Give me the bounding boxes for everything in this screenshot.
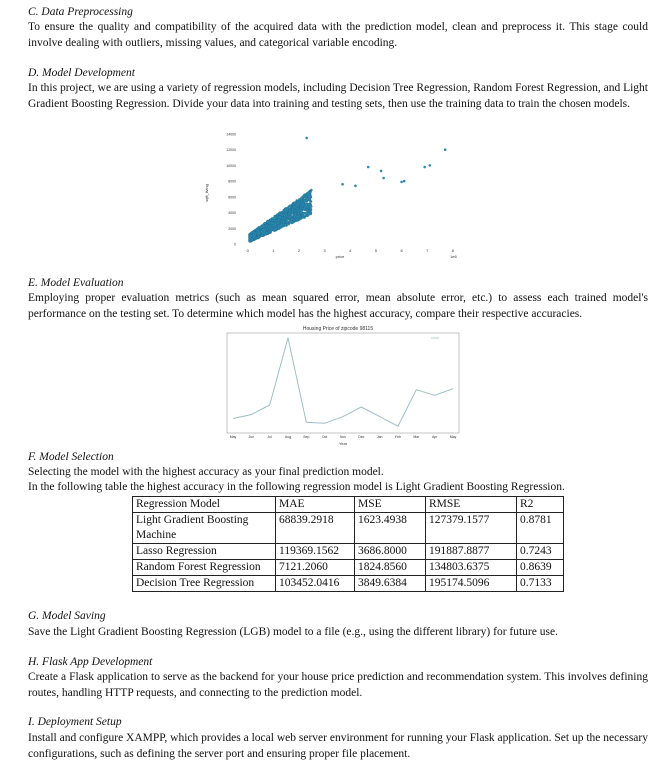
scatter-point xyxy=(428,164,431,167)
scatter-point xyxy=(283,214,285,216)
scatter-point xyxy=(294,213,296,215)
scatter-point xyxy=(444,148,447,151)
scatter-point xyxy=(286,208,288,210)
scatter-point xyxy=(266,221,268,223)
scatter-point xyxy=(257,229,259,231)
table-cell: 1623.4938 xyxy=(355,513,426,544)
table-row xyxy=(133,560,564,576)
scatter-x-tick: 3 xyxy=(323,248,326,253)
section-body-data-preprocessing: To ensure the quality and compatibility of the acquired data with the prediction model, clean and preprocess it. This stage could involve dealing with outliers, missing values, and categorical variable encoding. xyxy=(28,21,648,49)
section-heading-model-evaluation: E. Model Evaluation xyxy=(28,277,124,289)
scatter-x-tick: 8 xyxy=(451,248,454,253)
scatter-point xyxy=(286,218,288,220)
line-series xyxy=(233,338,453,426)
scatter-point xyxy=(307,213,309,215)
line-chart-x-tick: Apr xyxy=(431,435,438,439)
scatter-point xyxy=(367,166,370,169)
scatter-point xyxy=(258,232,260,234)
scatter-point xyxy=(299,207,301,209)
table-cell: 119369.1562 xyxy=(276,544,355,560)
table-cell: Decision Tree Regression xyxy=(133,576,276,592)
scatter-chart-price-vs-sqft xyxy=(200,128,465,263)
line-chart-axes xyxy=(230,435,457,439)
scatter-point xyxy=(281,217,283,219)
scatter-point xyxy=(263,225,265,227)
scatter-point xyxy=(297,212,299,214)
scatter-point xyxy=(288,212,290,214)
table-header-cell: MSE xyxy=(355,497,426,513)
scatter-x-tick: 1 xyxy=(272,248,275,253)
scatter-x-tick: 5 xyxy=(374,248,378,253)
scatter-point xyxy=(290,205,292,207)
line-chart-x-tick: May xyxy=(449,435,457,439)
section-body-model-selection-2: In the following table the highest accuracy in the following regression model is Light Gradient Boosting Regression. xyxy=(28,481,565,493)
scatter-point xyxy=(310,211,312,213)
line-chart-x-tick: Jan xyxy=(376,435,383,439)
section-body-model-development: In this project, we are using a variety of regression models, including Decision Tree Regression, Random Forest Regression, and Light Gradient Boosting Regression. Divide your data into training and testing sets, then use the training data to train the chosen models. xyxy=(28,82,648,110)
scatter-point xyxy=(300,198,302,200)
scatter-point xyxy=(291,212,293,214)
scatter-point xyxy=(278,212,280,214)
scatter-point xyxy=(299,212,301,214)
scatter-point xyxy=(303,216,305,218)
scatter-point xyxy=(305,137,308,140)
scatter-point xyxy=(264,228,266,230)
scatter-point xyxy=(302,205,304,207)
scatter-point xyxy=(354,185,357,188)
table-cell: 191887.8877 xyxy=(426,544,517,560)
scatter-point xyxy=(268,227,270,229)
table-header-cell: R2 xyxy=(517,497,564,513)
scatter-x-tick: 2 xyxy=(297,248,301,253)
line-chart-x-tick: Nov xyxy=(339,435,347,439)
section-body-model-selection-1: Selecting the model with the highest accuracy as your final prediction model. xyxy=(28,466,384,478)
table-cell: 103452.0416 xyxy=(276,576,355,592)
scatter-point xyxy=(281,223,283,225)
scatter-point xyxy=(271,222,273,224)
line-chart-x-tick: Sep xyxy=(303,435,310,439)
scatter-point xyxy=(292,218,294,220)
line-chart-x-tick: Oct xyxy=(321,435,328,439)
section-heading-model-development: D. Model Development xyxy=(28,67,135,79)
scatter-point xyxy=(310,205,312,207)
section-heading-deployment: I. Deployment Setup xyxy=(28,716,122,728)
section-body-model-saving: Save the Light Gradient Boosting Regression (LGB) model to a file (e.g., using the different library) for future use. xyxy=(28,626,558,638)
scatter-point xyxy=(310,209,312,211)
scatter-point xyxy=(251,235,253,237)
table-cell: 3686.8000 xyxy=(355,544,426,560)
scatter-y-tick: 2000 xyxy=(228,226,236,231)
table-row xyxy=(133,513,564,544)
scatter-x-label: price xyxy=(335,254,345,259)
line-chart-x-tick: Dec xyxy=(358,435,365,439)
scatter-point xyxy=(307,206,309,208)
scatter-y-tick: 6000 xyxy=(228,195,236,200)
line-chart-frame xyxy=(227,333,459,433)
table-row xyxy=(133,576,564,592)
scatter-point xyxy=(309,198,311,200)
scatter-point xyxy=(298,201,300,203)
section-body-model-evaluation: Employing proper evaluation metrics (such as mean squared error, mean absolute error, etc.) to assess each trained model's performance on the testing set. To determine which model has the highest accuracy, compare their respective accuracies. xyxy=(28,292,648,320)
scatter-point xyxy=(403,180,406,183)
scatter-x-offset-label: 1e6 xyxy=(450,254,457,259)
scatter-point xyxy=(297,203,299,205)
scatter-point xyxy=(303,200,305,202)
scatter-y-tick: 14000 xyxy=(226,132,236,137)
section-heading-data-preprocessing: C. Data Preprocessing xyxy=(28,6,133,18)
scatter-y-tick: 0 xyxy=(234,242,236,247)
line-chart-x-tick: Jun xyxy=(248,435,255,439)
table-cell: 0.8639 xyxy=(517,560,564,576)
scatter-y-tick: 4000 xyxy=(228,211,236,216)
scatter-point xyxy=(251,239,253,241)
scatter-point xyxy=(278,217,280,219)
scatter-y-tick: 10000 xyxy=(226,163,236,168)
scatter-point xyxy=(300,209,302,211)
table-cell: Random Forest Regression xyxy=(133,560,276,576)
table-cell: Light Gradient Boosting Machine xyxy=(133,513,276,544)
line-chart-x-tick: Feb xyxy=(394,435,402,439)
section-heading-model-saving: G. Model Saving xyxy=(28,610,106,622)
table-header-cell: RMSE xyxy=(426,497,517,513)
scatter-point xyxy=(341,183,344,186)
scatter-point xyxy=(304,209,306,211)
regression-results-table xyxy=(132,496,564,592)
scatter-point xyxy=(295,218,297,220)
scatter-point xyxy=(310,189,312,191)
scatter-point xyxy=(284,224,286,226)
table-cell: 0.7133 xyxy=(517,576,564,592)
scatter-point xyxy=(261,234,263,236)
table-header-row xyxy=(133,497,564,513)
section-heading-model-selection: F. Model Selection xyxy=(28,451,114,463)
table-header-cell: Regression Model xyxy=(133,497,276,513)
scatter-x-tick: 0 xyxy=(246,248,249,253)
scatter-point xyxy=(291,209,293,211)
scatter-point xyxy=(309,192,311,194)
table-cell: 1824.8560 xyxy=(355,560,426,576)
scatter-points xyxy=(249,137,447,243)
table-cell: 195174.5096 xyxy=(426,576,517,592)
line-chart-x-tick: May xyxy=(229,435,237,439)
table-header-cell: MAE xyxy=(276,497,355,513)
scatter-point xyxy=(297,215,299,217)
table-cell: 127379.1577 xyxy=(426,513,517,544)
scatter-point xyxy=(274,224,276,226)
table-cell: 68839.2918 xyxy=(276,513,355,544)
scatter-point xyxy=(274,219,276,221)
scatter-point xyxy=(258,236,260,238)
scatter-point xyxy=(277,225,279,227)
scatter-point xyxy=(288,221,290,223)
scatter-x-tick: 7 xyxy=(426,248,429,253)
scatter-point xyxy=(380,170,383,173)
table-cell: 0.7243 xyxy=(517,544,564,560)
line-chart-housing-price xyxy=(205,322,467,448)
scatter-y-tick: 8000 xyxy=(228,179,236,184)
scatter-point xyxy=(309,200,311,202)
line-chart-x-tick: Jul xyxy=(267,435,272,439)
scatter-point xyxy=(400,181,403,184)
scatter-point xyxy=(265,226,267,228)
scatter-point xyxy=(296,207,298,209)
scatter-point xyxy=(264,222,266,224)
table-cell: 7121.2060 xyxy=(276,560,355,576)
scatter-point xyxy=(423,166,426,169)
scatter-point xyxy=(303,212,305,214)
scatter-point xyxy=(308,204,310,206)
table-cell: Lasso Regression xyxy=(133,544,276,560)
table-cell: 134803.6375 xyxy=(426,560,517,576)
scatter-x-tick: 4 xyxy=(349,248,352,253)
scatter-point xyxy=(292,203,294,205)
line-chart-title: Housing Price of zipcode 98115 xyxy=(302,326,374,332)
section-heading-flask-app: H. Flask App Development xyxy=(28,656,153,668)
table-cell: 3849.6384 xyxy=(355,576,426,592)
scatter-y-label: sqft_living xyxy=(204,184,209,202)
section-body-deployment: Install and configure XAMPP, which provides a local web server environment for running your Flask application. Set up the necessary configurations, such as defining the server port and ensuring proper file placement. xyxy=(28,732,648,760)
scatter-x-tick: 6 xyxy=(400,248,403,253)
scatter-point xyxy=(285,211,287,213)
scatter-point xyxy=(289,216,291,218)
line-chart-x-label: Year xyxy=(338,441,348,446)
table-row xyxy=(133,544,564,560)
scatter-point xyxy=(382,177,385,180)
scatter-point xyxy=(253,234,255,236)
scatter-point xyxy=(288,210,290,212)
section-body-flask-app: Create a Flask application to serve as the backend for your house price prediction and recommendation system. This involves defining routes, handling HTTP requests, and connecting to the prediction model. xyxy=(28,671,648,699)
line-chart-x-tick: Mar xyxy=(413,435,420,439)
scatter-y-tick: 12000 xyxy=(226,148,236,153)
scatter-point xyxy=(305,203,307,205)
line-chart-x-tick: Aug xyxy=(284,435,292,439)
scatter-point xyxy=(303,196,305,198)
scatter-point xyxy=(274,227,276,229)
scatter-point xyxy=(309,195,311,197)
table-cell: 0.8781 xyxy=(517,513,564,544)
scatter-point xyxy=(293,206,295,208)
